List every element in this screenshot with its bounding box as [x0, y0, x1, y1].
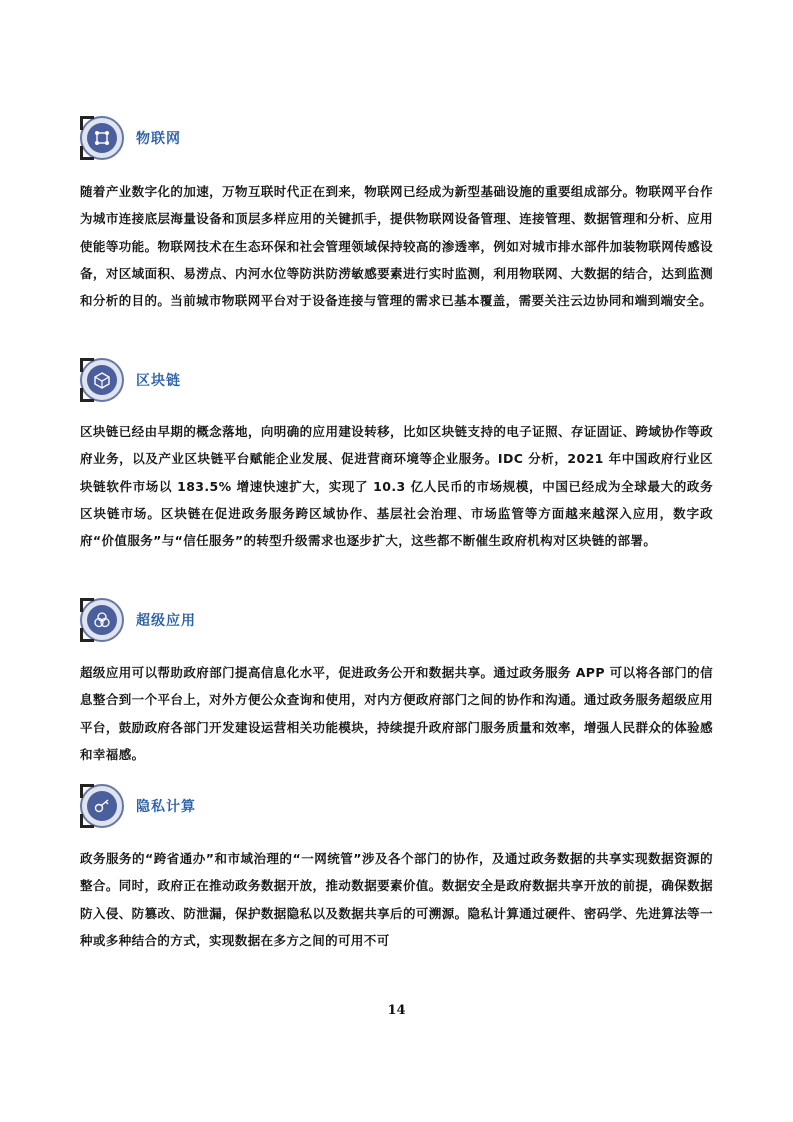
section-header-iot: [80, 115, 181, 161]
section-paragraph: 区块链已经由早期的概念落地，向明确的应用建设转移，比如区块链支持的电子证照、存证固证、跨域协作等政府业务，以及产业区块链平台赋能企业发展、促进营商环境等企业服务。IDC 分析，2021 年中国政府行业区块链软件市场以 183.5% 增速快速扩大，实现了 10.3 亿人民币的市场规模，中国已经成为全球最大的政务区块链市场。区块链在促进政务服务跨区域协作、基层社会治理、市场监管等方面越来越深入应用，数字政府“价值服务”与“信任服务”的转型升级需求也逐步扩大，这些都不断催生政府机构对区块链的部署。: [80, 424, 713, 549]
super-app-circles-icon: [80, 598, 124, 642]
section-title: 物联网: [136, 131, 181, 147]
section-title: 区块链: [136, 373, 181, 389]
iot-network-icon: [80, 116, 124, 160]
section-title: 超级应用: [136, 613, 196, 629]
section-paragraph: 超级应用可以帮助政府部门提高信息化水平，促进政务公开和数据共享。通过政务服务 APP 可以将各部门的信息整合到一个平台上，对外方便公众查询和使用，对内方便政府部门之间的协作和沟通。通过政务服务超级应用平台，鼓励政府各部门开发建设运营相关功能模块，持续提升政府部门服务质量和效率，增强人民群众的体验感和幸福感。: [80, 665, 713, 762]
section-paragraph: 随着产业数字化的加速，万物互联时代正在到来，物联网已经成为新型基础设施的重要组成部分。物联网平台作为城市连接底层海量设备和顶层多样应用的关键抓手，提供物联网设备管理、连接管理、数据管理和分析、应用使能等功能。物联网技术在生态环保和社会管理领域保持较高的渗透率，例如对城市排水部件加装物联网传感设备，对区域面积、易涝点、内河水位等防洪防涝敏感要素进行实时监测，利用物联网、大数据的结合，达到监测和分析的目的。当前城市物联网平台对于设备连接与管理的需求已基本覆盖，需要关注云边协同和端到端安全。: [80, 184, 713, 309]
section-header-super-app: [80, 597, 196, 643]
section-paragraph: 政务服务的“跨省通办”和市域治理的“一网统管”涉及各个部门的协作，及通过政务数据的共享实现数据资源的整合。同时，政府正在推动政务数据开放，推动数据要素价值。数据安全是政府数据共享开放的前提，确保数据防入侵、防篡改、防泄漏，保护数据隐私以及数据共享后的可溯源。隐私计算通过硬件、密码学、先进算法等一种或多种结合的方式，实现数据在多方之间的可用不可: [80, 851, 713, 948]
privacy-computing-icon: [80, 784, 124, 828]
page-number: 14: [387, 1003, 406, 1018]
section-title: 隐私计算: [136, 799, 196, 815]
section-header-privacy-computing: [80, 783, 196, 829]
section-header-blockchain: [80, 357, 181, 403]
blockchain-cube-icon: [80, 358, 124, 402]
